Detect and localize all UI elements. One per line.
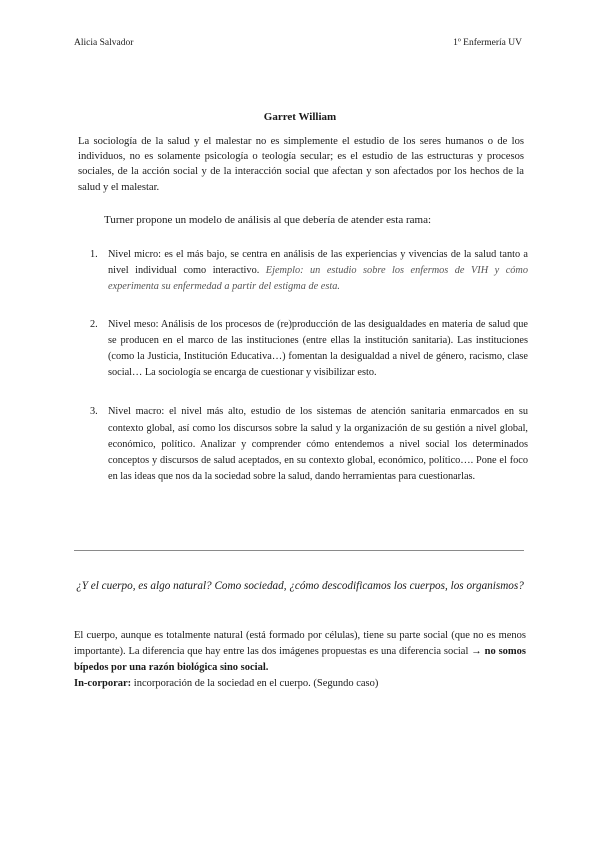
body-bold: no somos bípedos por una razón biológica sino social.: [74, 646, 526, 673]
question-heading: ¿Y el cuerpo, es algo natural? Como sociedad, ¿cómo descodificamos los cuerpos, los organismos?: [76, 580, 524, 592]
level-example: Ejemplo: un estudio sobre los enfermos de VIH y cómo experimenta su enfermedad a partir del estigma de esta.: [108, 265, 529, 293]
turner-paragraph: Turner propone un modelo de análisis al que debería de atender esta rama:: [104, 214, 432, 226]
horizontal-divider: [74, 550, 524, 551]
header-course: 1º Enfermería UV: [453, 38, 522, 48]
levels-list: [84, 247, 528, 485]
incorporar-line: [74, 676, 526, 692]
level-text: Nivel micro: es el más bajo, se centra en análisis de las experiencias y vivencias de la salud tanto a nivel individual como interactivo.: [108, 249, 528, 277]
list-number: 1.: [90, 249, 98, 260]
header-author: Alicia Salvador: [74, 38, 134, 48]
document-title: Garret William: [263, 111, 337, 123]
list-number: 3.: [90, 406, 98, 418]
intro-paragraph: La sociología de la salud y el malestar no es simplemente el estudio de los seres humanos o de los individuos, no es solamente psicología o teología secular; es el estudio de las estructuras y procesos sociales, de la acción social y de la interacción social que afectan y son afectados por los hechos de la salud y el malestar.: [78, 136, 524, 193]
level-text: Nivel meso: Análisis de los procesos de (re)producción de las desigualdades en materia de salud que se producen en el marco de las instituciones (entre ellas la institución sanitaria). Las instituciones (como la Justicia, Institución Educativa…) fomentan la desigualdad a nivel de género, racismo, clase social… La sociología se encarga de cuestionar y visibilizar esto.: [108, 318, 528, 379]
level-text: Nivel macro: el nivel más alto, estudio de los sistemas de atención sanitaria enmarcados en su contexto global, así como los discursos sobre la salud y la organización de su gestión a nivel global, económico, político. Analizar y comprender cómo entendemos a nivel social los determinados conceptos y discursos de salud aceptados, en su contexto global, económico, político…. Pone el foco en las ideas que nos da la sociedad sobre la salud, dando herramientas para cuestionarlas.: [108, 406, 528, 483]
list-item: [84, 247, 528, 296]
body-paragraph: [74, 628, 526, 676]
incorporar-definition: incorporación de la sociedad en el cuerpo. (Segundo caso): [131, 678, 379, 689]
incorporar-term: In-corporar:: [74, 678, 132, 689]
body-text: El cuerpo, aunque es totalmente natural (está formado por células), tiene su parte social (que no es menos importante). La diferencia que hay entre las dos imágenes propuestas es una diferencia social →: [74, 630, 526, 657]
list-item: [84, 317, 528, 382]
list-number: 2.: [90, 318, 98, 330]
list-item: [84, 404, 528, 485]
